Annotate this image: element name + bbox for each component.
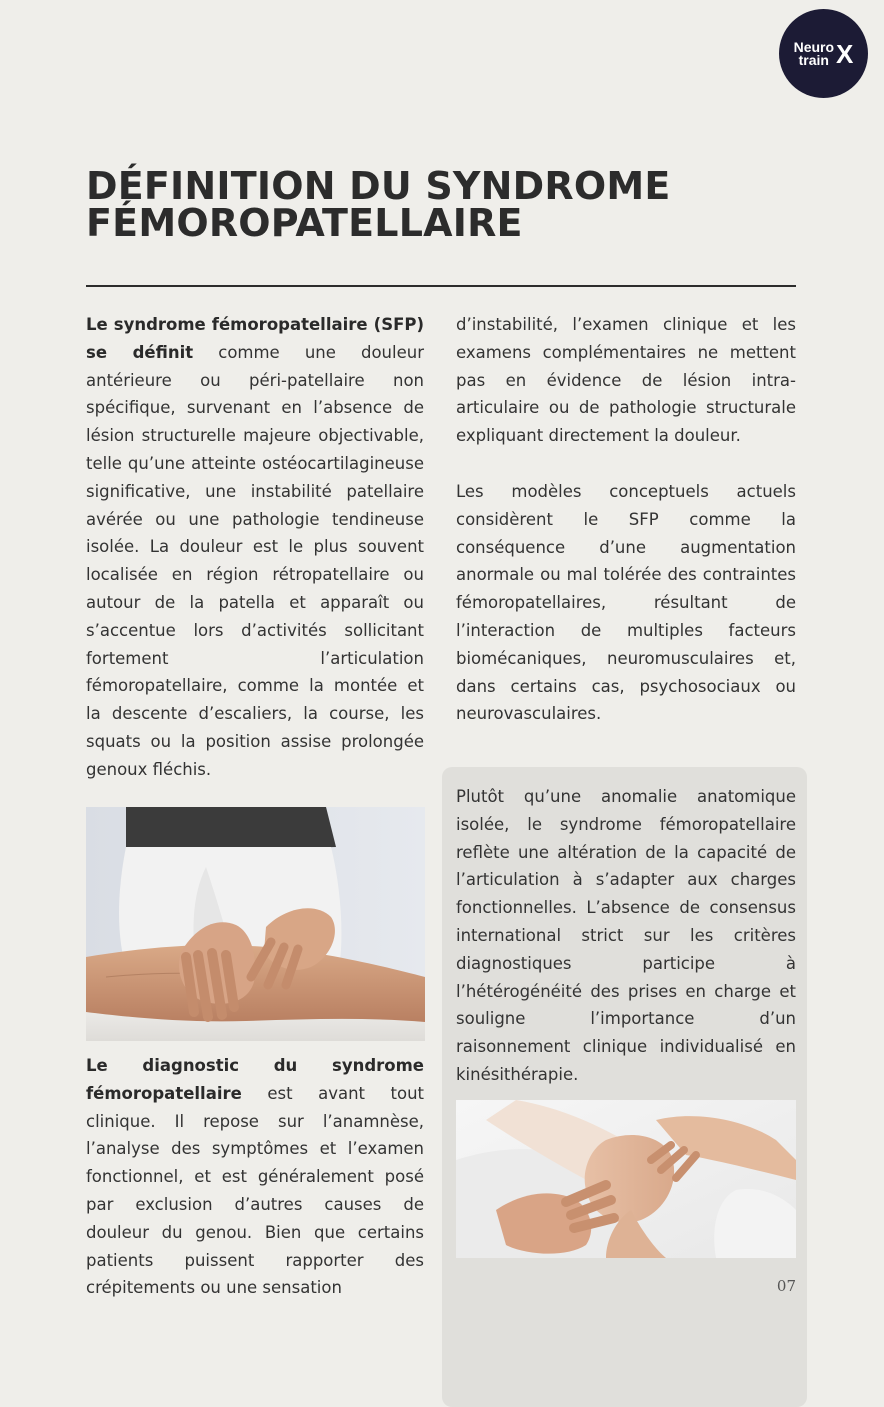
definition-lead: Le syndrome fémoropatellaire (SFP) se définit: [86, 315, 424, 362]
page-number: 07: [776, 1277, 796, 1295]
diagnostic-body: est avant tout clinique. Il repose sur l’anamnèse, l’analyse des symptômes et l’examen fonctionnel, et est généralement posé par exclusion d’autres causes de douleur du genou. Bien que certains patients puissent rapporter des crépitements ou une sensation: [86, 1083, 424, 1298]
neurotrainx-logo: [779, 9, 868, 98]
logo-line-2: train: [798, 51, 829, 68]
logo-line-1: Neuro: [793, 38, 835, 55]
diagnostic-lead: Le diagnostic du syndrome fémoropatellaire: [86, 1056, 424, 1103]
logo-x-mark: X: [836, 38, 854, 69]
title-line-1: DÉFINITION DU SYNDROME: [86, 164, 671, 208]
knee-manipulation-photo: [456, 1100, 796, 1258]
instability-paragraph: d’instabilité, l’examen clinique et les examens complémentaires ne mettent pas en évidence de lésion intra-articulaire ou de pathologie structurale expliquant directement la douleur.: [456, 315, 796, 446]
definition-body: comme une douleur antérieure ou péri-patellaire non spécifique, survenant en l’absence de lésion structurelle majeure objectivable, telle qu’une atteinte ostéocartilagineuse significative, une instabilité patellaire avérée ou une pathologie tendineuse isolée. La douleur est le plus souvent localisée en région rétropatellaire ou autour de la patella et apparaît ou s’accentue lors d’activités sollicitant fortement l’articulation fémoropatellaire, comme la montée et la descente d’escaliers, la course, les squats ou la position assise prolongée genoux fléchis.: [86, 342, 424, 779]
knee-massage-photo: [86, 807, 425, 1041]
conceptual-models-paragraph: Les modèles conceptuels actuels considèrent le SFP comme la conséquence d’une augmentation anormale ou mal tolérée des contraintes fémoropatellaires, résultant de l’interaction de multiples facteurs biomécaniques, neuromusculaires et, dans certains cas, psychosociaux ou neurovasculaires.: [456, 482, 796, 724]
diagnostic-paragraph: [86, 1052, 424, 1302]
page-title: [86, 164, 806, 245]
title-line-2: FÉMOROPATELLAIRE: [86, 201, 523, 245]
definition-paragraph: [86, 311, 424, 784]
title-divider: [86, 285, 796, 287]
adaptation-paragraph: Plutôt qu’une anomalie anatomique isolée, le syndrome fémoropatellaire reflète une altération de la capacité de l’articulation à s’adapter aux charges fonctionnelles. L’absence de consensus international strict sur les critères diagnostiques participe à l’hétérogénéité des prises en charge et souligne l’importance d’un raisonnement clinique individualisé en kinésithérapie.: [456, 787, 796, 1084]
